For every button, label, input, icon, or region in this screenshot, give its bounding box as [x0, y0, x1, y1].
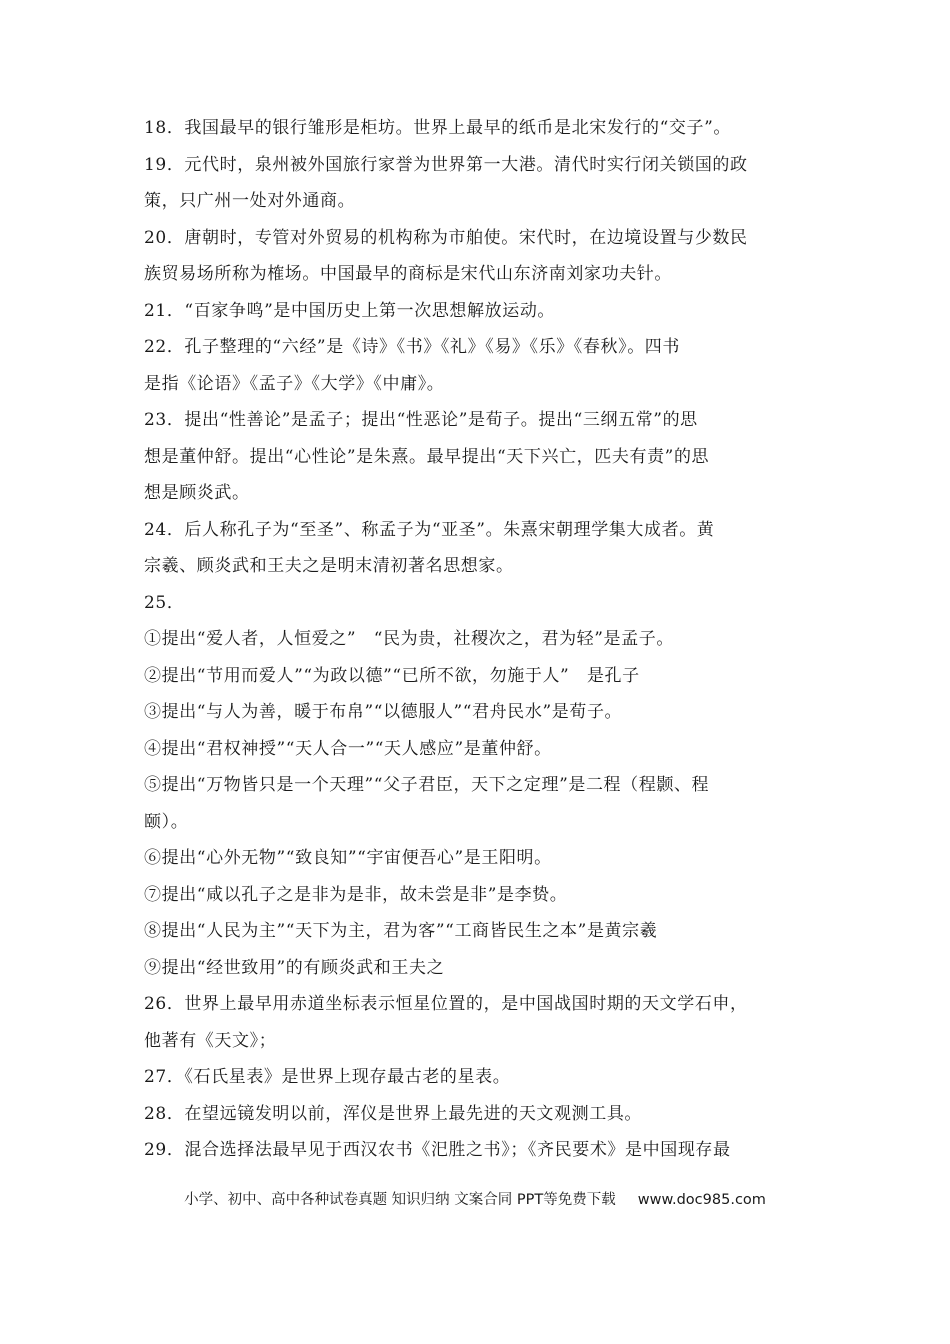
text-line: ⑦提出“咸以孔子之是非为是非，故未尝是非”是李贽。 [144, 884, 568, 905]
text-line: ⑤提出“万物皆只是一个天理”“父子君臣，天下之定理”是二程（程颢、程 [144, 775, 710, 795]
text-line: 宗羲、顾炎武和王夫之是明末清初著名思想家。 [144, 556, 514, 576]
document-body [144, 110, 808, 1169]
text-line: 族贸易场所称为榷场。中国最早的商标是宋代山东济南刘家功夫针。 [144, 264, 672, 284]
text-line: 26．世界上最早用赤道坐标表示恒星位置的，是中国战国时期的天文学石申， [144, 994, 748, 1014]
text-line: 23．提出“性善论”是孟子；提出“性恶论”是荀子。提出“三纲五常”的思 [144, 410, 698, 430]
text-line: 24．后人称孔子为“至圣”、称孟子为“亚圣”。朱熹宋朝理学集大成者。黄 [144, 519, 715, 540]
text-line: 19．元代时，泉州被外国旅行家誉为世界第一大港。清代时实行闭关锁国的政 [144, 154, 748, 175]
footer-url-link[interactable]: www.doc985.com [637, 1192, 766, 1208]
text-line: 21．“百家争鸣”是中国历史上第一次思想解放运动。 [144, 300, 556, 321]
text-line: 28．在望远镜发明以前，浑仪是世界上最先进的天文观测工具。 [144, 1103, 643, 1124]
text-line: ①提出“爱人者，人恒爱之” “民为贵，社稷次之，君为轻”是孟子。 [144, 629, 674, 649]
text-line: 29．混合选择法最早见于西汉农书《汜胜之书》；《齐民要术》是中国现存最 [144, 1140, 731, 1160]
page-footer [0, 1188, 950, 1209]
text-line: 25． [144, 592, 185, 613]
text-line: ⑨提出“经世致用”的有顾炎武和王夫之 [144, 957, 445, 978]
text-line: ⑧提出“人民为主”“天下为主，君为客”“工商皆民生之本”是黄宗羲 [144, 921, 658, 941]
text-line: 颐）。 [144, 811, 189, 832]
text-line: 22．孔子整理的“六经”是《诗》《书》《礼》《易》《乐》《春秋》。四书 [144, 337, 681, 357]
text-line: ②提出“节用而爱人”“为政以德”“已所不欲，勿施于人” 是孔子 [144, 665, 640, 686]
text-line: 策，只广州一处对外通商。 [144, 191, 356, 211]
text-line: ④提出“君权神授”“天人合一”“天人感应”是董仲舒。 [144, 738, 552, 759]
text-line: 是指《论语》《孟子》《大学》《中庸》。 [144, 373, 445, 394]
text-line: ③提出“与人为善，暖于布帛”“以德服人”“君舟民水”是荀子。 [144, 702, 623, 722]
text-line: ⑥提出“心外无物”“致良知”“宇宙便吾心”是王阳明。 [144, 848, 552, 868]
text-line: 27．《石氏星表》是世界上现存最古老的星表。 [144, 1067, 511, 1087]
text-line: 想是顾炎武。 [144, 483, 250, 503]
footer-text: 小学、初中、高中各种试卷真题 知识归纳 文案合同 PPT等免费下载 [184, 1192, 616, 1208]
text-line: 20．唐朝时，专管对外贸易的机构称为市舶使。宋代时，在边境设置与少数民 [144, 227, 748, 248]
text-line: 想是董仲舒。提出“心性论”是朱熹。最早提出“天下兴亡，匹夫有责”的思 [144, 446, 710, 467]
text-line: 他著有《天文》； [144, 1030, 277, 1051]
text-line: 18．我国最早的银行雏形是柜坊。世界上最早的纸币是北宋发行的“交子”。 [144, 118, 732, 138]
